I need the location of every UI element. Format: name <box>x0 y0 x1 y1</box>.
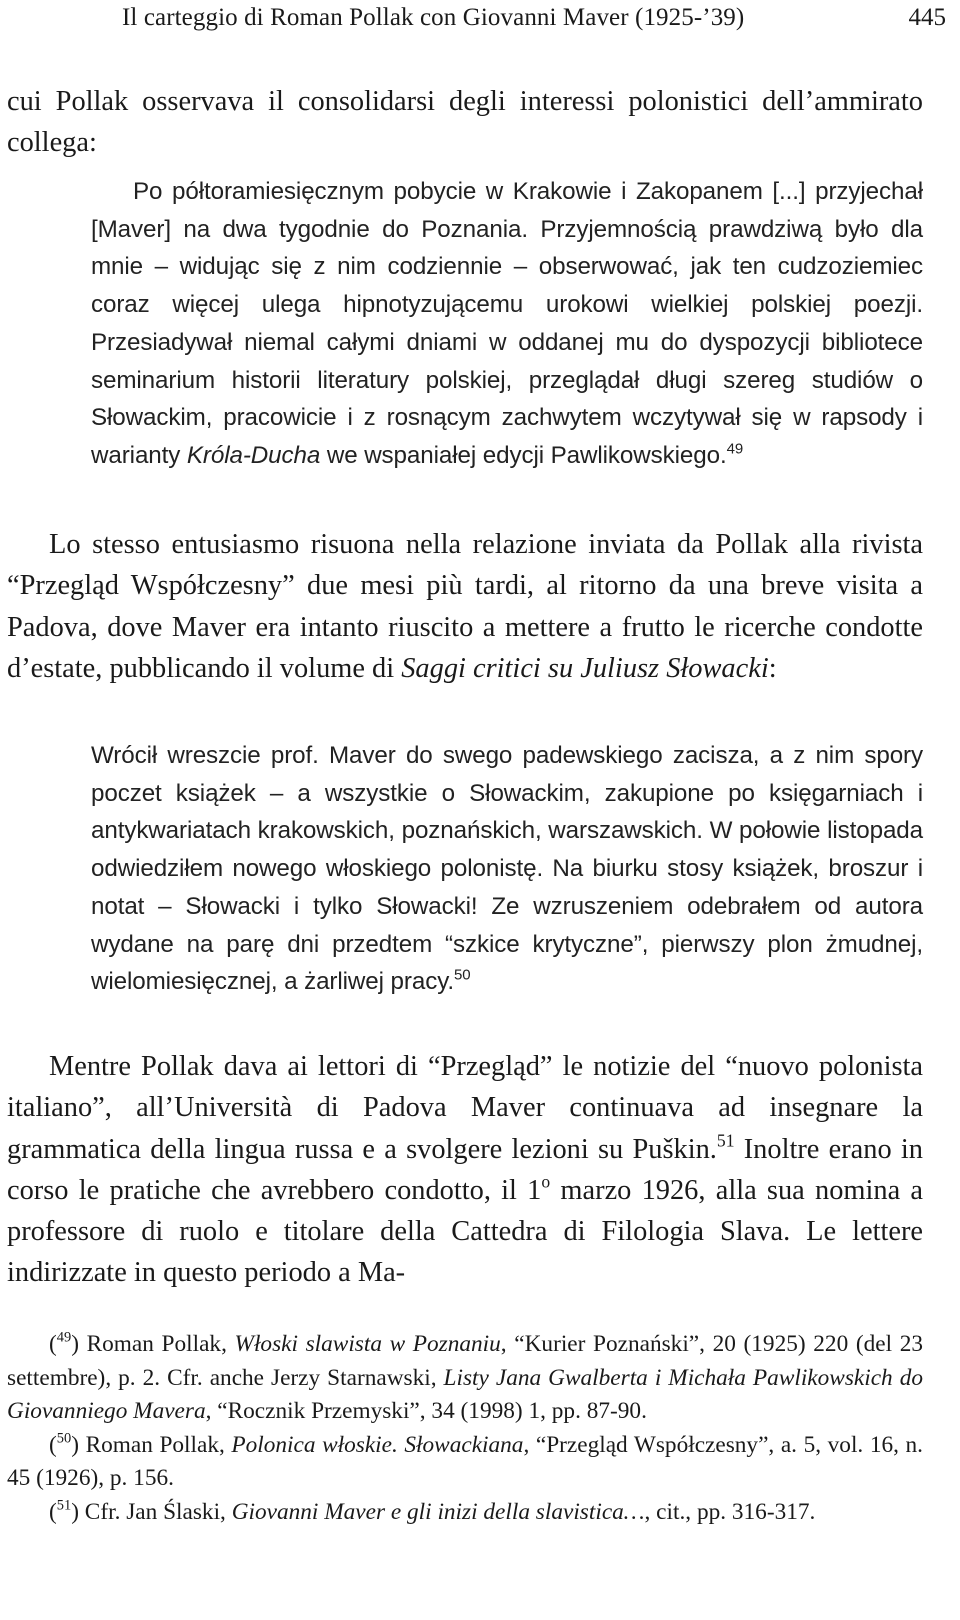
paragraph-3-text-a: Mentre Pollak dava ai lettori di “Przegląd” le notizie del “nuovo polonista italiano”, all’Università di Padova Maver continuava ad insegnare la grammatica della lingua russa e a svolgere lezioni su Puškin. <box>7 1051 923 1165</box>
running-header <box>0 0 960 50</box>
paragraph-3 <box>7 1046 923 1294</box>
footnote-ref-51: 51 <box>716 1130 735 1151</box>
footnote-49-text-c: , “Rocznik Przemyski”, 34 (1998) 1, pp. 87-90. <box>205 1398 647 1425</box>
footnote-49-italic-a: Włoski slawista w Poznaniu <box>234 1331 501 1357</box>
paragraph-2-italic-title: Saggi critici su Juliusz Słowacki <box>401 652 769 684</box>
paragraph-3-text-b: Inoltre erano in corso le pratiche che avrebbero condotto, il 1 <box>7 1133 923 1206</box>
paragraph-2-text-a: Lo stesso entusiasmo risuona nella relazione inviata da Pollak alla rivista “Przegląd Współczesny” due mesi più tardi, al ritorno da una breve visita a Padova, dove Maver era intanto riuscito a mettere a frutto le ricerche condotte d’estate, pubblicando il volume di <box>7 529 923 684</box>
footnote-49-italic-b: Listy Jana Gwalberta i Michała Pawlikowskich do Giovanniego Mavera <box>7 1364 923 1425</box>
footnote-50: ($^{50}$) Roman Pollak, Polonica włoskie. Słowackiana, “Przegląd Współczesny”, a. 5, vol. 16, n. 45 (1926), p. 156. <box>7 1430 924 1492</box>
footnote-51-text-b: , cit., pp. 316-317. <box>644 1498 816 1525</box>
footnote-ref-50: 50 <box>454 966 471 984</box>
footnotes <box>7 1328 923 1530</box>
footnote-49-number: 49 <box>56 1329 72 1346</box>
paragraph-3-text-c: marzo 1926, alla sua nomina a professore di ruolo e titolare della Cattedra di Filologia Slava. Le lettere indirizzate in questo periodo a Ma- <box>7 1174 924 1289</box>
footnote-50-number: 50 <box>56 1430 72 1447</box>
block-quote-1 <box>91 173 923 475</box>
quote1-text-b: we wspaniałej edycji Pawlikowskiego. <box>320 441 727 469</box>
quote1-text-a: Po półtoramiesięcznym pobycie w Krakowie i Zakopanem [...] przyjechał [Maver] na dwa tygodnie do Poznania. Przyjemnością prawdziwą było dla mnie – widując się z nim codziennie – obserwować, jak ten cudzoziemiec coraz więcej ulega hipnotyzującemu urokowi wielkiej polskiej poezji. Przesiadywał niemal całymi dniami w oddanej mu do dyspozycji bibliotece seminarium historii literatury polskiej, przeglądał długi szereg studiów o Słowackim, pracowicie i z rosnącym zachwytem wczytywał się w rapsody i warianty <box>91 178 923 469</box>
footnote-50-text-b: , “Przegląd Współczesny”, a. 5, vol. 16, n. 45 (1926), p. 156. <box>7 1431 924 1492</box>
paragraph-2-text-b: : <box>768 652 777 684</box>
block-quote-2 <box>91 737 923 1001</box>
ordinal-indicator: o <box>541 1171 551 1192</box>
footnote-50-italic-a: Polonica włoskie. Słowackiana <box>231 1431 524 1458</box>
paragraph-intro-text: cui Pollak osservava il consolidarsi degli interessi polonistici dell’ammirato collega: <box>7 86 923 159</box>
quote1-italic-title: Króla-Ducha <box>186 441 321 469</box>
paragraph-2 <box>7 524 923 689</box>
footnote-51-text-a: Cfr. Jan Ślaski, <box>84 1498 232 1525</box>
quote2-text: Wrócił wreszcie prof. Maver do swego padewskiego zacisza, a z nim spory poczet książek – a wszystkie o Słowackim, zakupione po księgarniach i antykwariatach krakowskich, poznańskich, warszawskich. W połowie listopada odwiedziłem nowego włoskiego polonistę. Na biurku stosy książek, broszur i notat – Słowacki i tylko Słowacki! Ze wzruszeniem odebrałem od autora wydane na parę dni przedtem “szkice krytyczne”, pierwszy plon żmudnej, wielomiesięcznej, a żarliwej pracy. <box>91 742 923 996</box>
footnote-49: ($^{49}$) Roman Pollak, Włoski slawista w Poznaniu, “Kurier Poznański”, 20 (1925) 220 (del 23 settembre), p. 2. Cfr. anche Jerzy Starnawski, Listy Jana Gwalberta i Michała Pawlikowskich do Giovanniego Mavera, “Rocznik Przemyski”, 34 (1998) 1, pp. 87-90. <box>7 1329 923 1425</box>
footnote-49-text-a: Roman Pollak, <box>86 1331 235 1357</box>
footnote-49-text-b: , “Kurier Poznański”, 20 (1925) 220 (del 23 settembre), p. 2. Cfr. anche Jerzy Starnawski, <box>7 1331 923 1391</box>
footnote-50-text-a: Roman Pollak, <box>85 1431 232 1458</box>
footnote-51-italic-a: Giovanni Maver e gli inizi della slavistica… <box>231 1498 645 1525</box>
footnote-51-number: 51 <box>56 1497 72 1514</box>
paragraph-intro <box>7 81 923 164</box>
running-title: Il carteggio di Roman Pollak con Giovanni Maver (1925-’39) <box>122 4 745 31</box>
footnote-ref-49: 49 <box>726 440 744 458</box>
page-number: 445 <box>908 4 946 31</box>
footnote-51: ($^{51}$) Cfr. Jan Ślaski, Giovanni Maver e gli inizi della slavistica…, cit., pp. 316-317. <box>49 1497 816 1525</box>
